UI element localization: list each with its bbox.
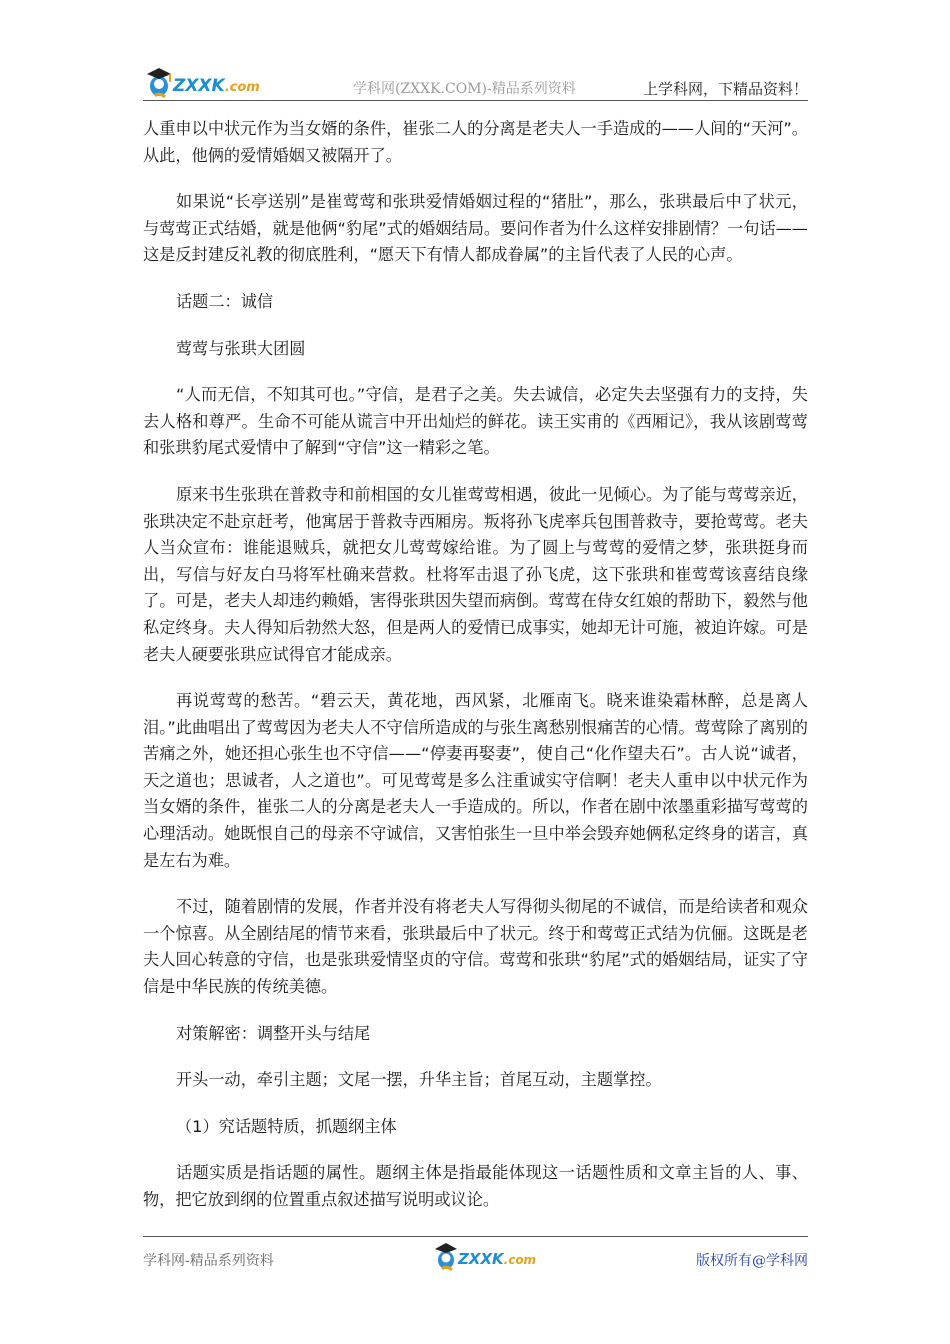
- zxxk-logo[interactable]: [143, 64, 260, 100]
- paragraph: 开头一动，牵引主题；文尾一摆，升华主旨；首尾互动，主题掌控。: [176, 1070, 662, 1090]
- strategy-heading: 对策解密：调整开头与结尾: [176, 1023, 371, 1043]
- essay-title: 莺莺与张珙大团圆: [176, 338, 306, 358]
- section-heading: 话题二：诚信: [176, 291, 274, 311]
- paragraph: 如果说“长亭送别”是崔莺莺和张珙爱情婚姻过程的“猪肚”，那么，张珙最后中了状元，与莺莺正式结婚，就是他俩“豹尾”式的婚姻结局。要问作者为什么这样安排剧情？一句话——这是反封建反礼教的彻底胜利，“愿天下有情人都成眷属”的主旨代表了人民的心声。: [143, 192, 808, 265]
- footer-logo-wordmark: ZXXK.com: [458, 1250, 537, 1268]
- footer-divider: [143, 1236, 808, 1237]
- subsection-heading: （1）究话题特质，抓题纲主体: [176, 1116, 397, 1136]
- footer-copyright[interactable]: 版权所有@学科网: [696, 1253, 808, 1269]
- header-divider: [143, 100, 808, 101]
- paragraph: 不过，随着剧情的发展，作者并没有将老夫人写得彻头彻尾的不诚信，而是给读者和观众一个惊喜。从全剧结尾的情节来看，张珙最后中了状元。终于和莺莺正式结为伉俪。这既是老夫人回心转意的守信，也是张珙爱情坚贞的守信。莺莺和张珙“豹尾”式的婚姻结局，证实了守信是中华民族的传统美德。: [143, 897, 808, 997]
- paragraph: 原来书生张珙在普救寺和前相国的女儿崔莺莺相遇，彼此一见倾心。为了能与莺莺亲近，张珙决定不赴京赶考，他寓居于普救寺西厢房。叛将孙飞虎率兵包围普救寺，要抢莺莺。老夫人当众宣布：谁能退贼兵，就把女儿莺莺嫁给谁。为了圆上与莺莺的爱情之梦，张珙挺身而出，写信与好友白马将军杜确来营救。杜将军击退了孙飞虎，这下张珙和崔莺莺该喜结良缘了。可是，老夫人却违约赖婚，害得张珙因失望而病倒。莺莺在侍女红娘的帮助下，毅然与他私定终身。夫人得知后勃然大怒，但是两人的爱情已成事实，她却无计可施，被迫许嫁。可是老夫人硬要张珙应试得官才能成亲。: [143, 484, 808, 664]
- paragraph: “人而无信，不知其可也。”守信，是君子之美。失去诚信，必定失去坚强有力的支持，失去人格和尊严。生命不可能从谎言中开出灿烂的鲜花。读王实甫的《西厢记》，我从该剧莺莺和张珙豹尾式爱情中了解到“守信”这一精彩之笔。: [143, 385, 808, 458]
- logo-wordmark: ZXXK.com: [173, 76, 260, 96]
- paragraph: 人重申以中状元作为当女婿的条件，崔张二人的分离是老夫人一手造成的——人间的“天河”。从此，他俩的爱情婚姻又被隔开了。: [143, 119, 808, 165]
- header-site-title: 学科网(ZXXK.COM)-精品系列资料: [353, 81, 576, 97]
- paragraph: 话题实质是指话题的属性。题纲主体是指最能体现这一话题性质和文章主旨的人、事、物，把它放到纲的位置重点叙述描写说明或议论。: [143, 1163, 808, 1209]
- header-slogan: 上学科网，下精品资料！: [642, 80, 808, 98]
- footer-zxxk-logo[interactable]: [432, 1240, 537, 1272]
- footer-site-label: 学科网-精品系列资料: [143, 1253, 274, 1269]
- paragraph: 再说莺莺的愁苦。“碧云天，黄花地，西风紧，北雁南飞。晓来谁染霜林醉，总是离人泪。”此曲唱出了莺莺因为老夫人不守信所造成的与张生离愁别恨痛苦的心情。莺莺除了离别的苦痛之外，她还担心张生也不守信——“停妻再娶妻”，使自己“化作望夫石”。古人说“诚者，天之道也；思诚者，人之道也”。可见莺莺是多么注重诚实守信啊！老夫人重申以中状元作为当女婿的条件，崔张二人的分离是老夫人一手造成的。所以，作者在剧中浓墨重彩描写莺莺的心理活动。她既恨自己的母亲不守诚信，又害怕张生一旦中举会毁弃她俩私定终身的诺言，真是左右为难。: [143, 691, 808, 870]
- document-body: [143, 116, 808, 1234]
